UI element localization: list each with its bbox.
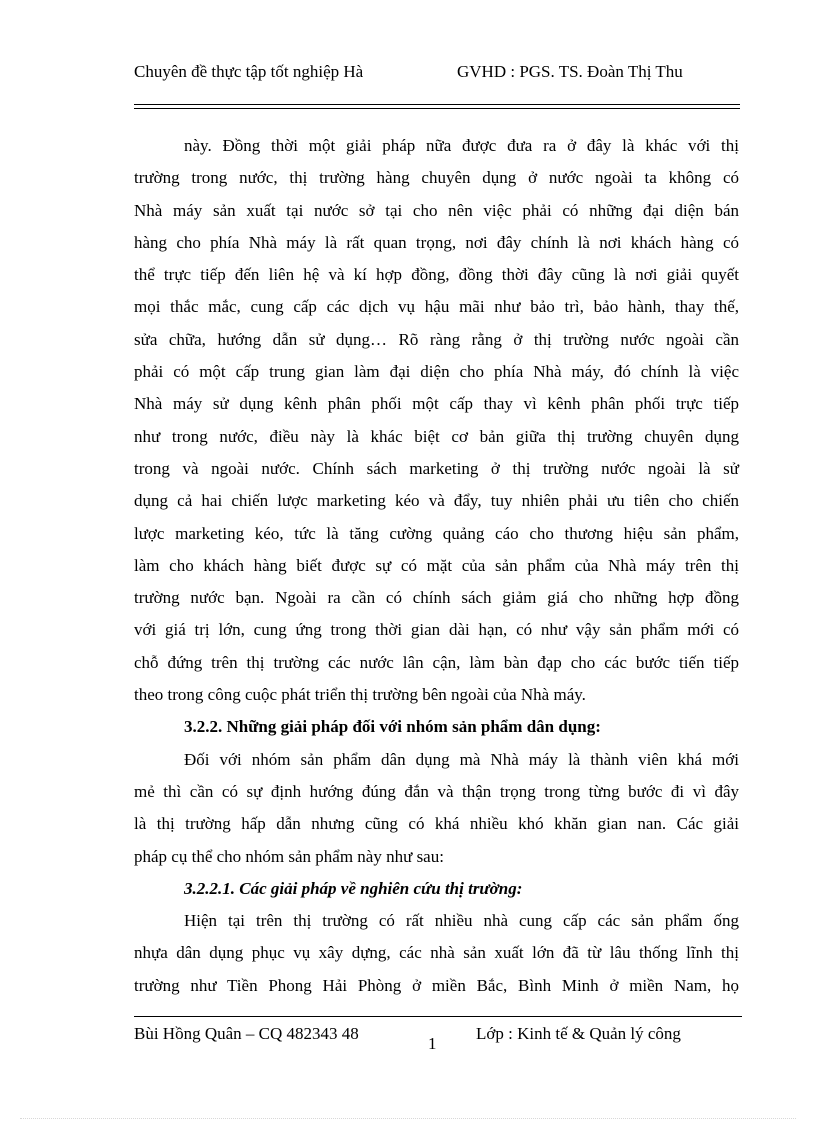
body-line: pháp cụ thể cho nhóm sản phẩm này như sau: bbox=[134, 846, 444, 866]
header-divider bbox=[134, 104, 740, 109]
body-line: Hiện tại trên thị trường có rất nhiều nhà cung cấp các sản phẩm ống bbox=[184, 911, 739, 931]
body-line: làm cho khách hàng biết được sự có mặt của sản phẩm của Nhà máy trên thị bbox=[134, 555, 739, 575]
body-line: dụng cả hai chiến lược marketing kéo và đẩy, tuy nhiên phải ưu tiên cho chiến bbox=[134, 491, 739, 511]
body-line: nhựa dân dụng phục vụ xây dựng, các nhà sản xuất lớn đã từ lâu thống lĩnh thị bbox=[134, 943, 739, 963]
body-line: như trong nước, điều này là khác biệt cơ bản giữa thị trường chuyên dụng bbox=[134, 426, 739, 446]
body-line: trường trong nước, thị trường hàng chuyên dụng ở nước ngoài ta không có bbox=[134, 168, 739, 188]
body-line: thể trực tiếp đến liên hệ và kí hợp đồng, đồng thời đây cũng là nơi giải quyết bbox=[134, 265, 739, 285]
section-heading: 3.2.2. Những giải pháp đối với nhóm sản phẩm dân dụng: bbox=[184, 717, 601, 737]
page-edge-divider bbox=[20, 1118, 796, 1119]
body-line: với giá trị lớn, cung ứng trong thời gian dài hạn, có như vậy sản phẩm mới có bbox=[134, 620, 739, 640]
body-line: Nhà máy sản xuất tại nước sở tại cho nên việc phải có những đại diện bán bbox=[134, 200, 739, 220]
body-line: mẻ thì cần có sự định hướng đúng đắn và thận trọng trong từng bước đi vì đây bbox=[134, 781, 739, 801]
header-left-text: Chuyên đề thực tập tốt nghiệp Hà bbox=[134, 62, 364, 81]
body-line: này. Đồng thời một giải pháp nữa được đưa ra ở đây là khác với thị bbox=[184, 136, 739, 155]
body-line: Đối với nhóm sản phẩm dân dụng mà Nhà máy là thành viên khá mới bbox=[184, 749, 739, 769]
header-right-text: GVHD : PGS. TS. Đoàn Thị Thu bbox=[457, 62, 683, 81]
body-line: lược marketing kéo, tức là tăng cường quảng cáo cho thương hiệu sản phẩm, bbox=[134, 523, 739, 543]
footer-right-text: Lớp : Kinh tế & Quản lý công bbox=[476, 1024, 681, 1043]
body-line: trường nước bạn. Ngoài ra cần có chính sách giảm giá cho những hợp đồng bbox=[134, 588, 739, 608]
body-line: Nhà máy sử dụng kênh phân phối một cấp thay vì kênh phân phối trực tiếp bbox=[134, 394, 739, 414]
body-line: trong và ngoài nước. Chính sách marketing ở thị trường nước ngoài là sử bbox=[134, 458, 739, 478]
footer-left-text: Bùi Hồng Quân – CQ 482343 48 bbox=[134, 1024, 359, 1043]
page-number: 1 bbox=[428, 1034, 437, 1053]
body-line: hàng cho phía Nhà máy là rất quan trọng, nơi đây chính là nơi khách hàng có bbox=[134, 232, 739, 252]
body-line: là thị trường hấp dẫn nhưng cũng có khá nhiều khó khăn gian nan. Các giải bbox=[134, 814, 739, 834]
body-line: chỗ đứng trên thị trường các nước lân cận, làm bàn đạp cho các bước tiến tiếp bbox=[134, 652, 739, 672]
body-line: theo trong công cuộc phát triển thị trường bên ngoài của Nhà máy. bbox=[134, 685, 586, 705]
body-line: mọi thắc mắc, cung cấp các dịch vụ hậu mãi như bảo trì, bảo hành, thay thế, bbox=[134, 297, 739, 317]
subsection-heading: 3.2.2.1. Các giải pháp về nghiên cứu thị trường: bbox=[184, 878, 523, 898]
footer-divider bbox=[134, 1016, 742, 1017]
document-body bbox=[134, 130, 739, 1002]
body-line: phải có một cấp trung gian làm đại diện cho phía Nhà máy, đó chính là việc bbox=[134, 362, 739, 382]
body-line: trường như Tiền Phong Hải Phòng ở miền Bắc, Bình Minh ở miền Nam, họ bbox=[134, 975, 739, 995]
body-line: sửa chữa, hướng dẫn sử dụng… Rõ ràng rằng ở thị trường nước ngoài cần bbox=[134, 329, 739, 349]
